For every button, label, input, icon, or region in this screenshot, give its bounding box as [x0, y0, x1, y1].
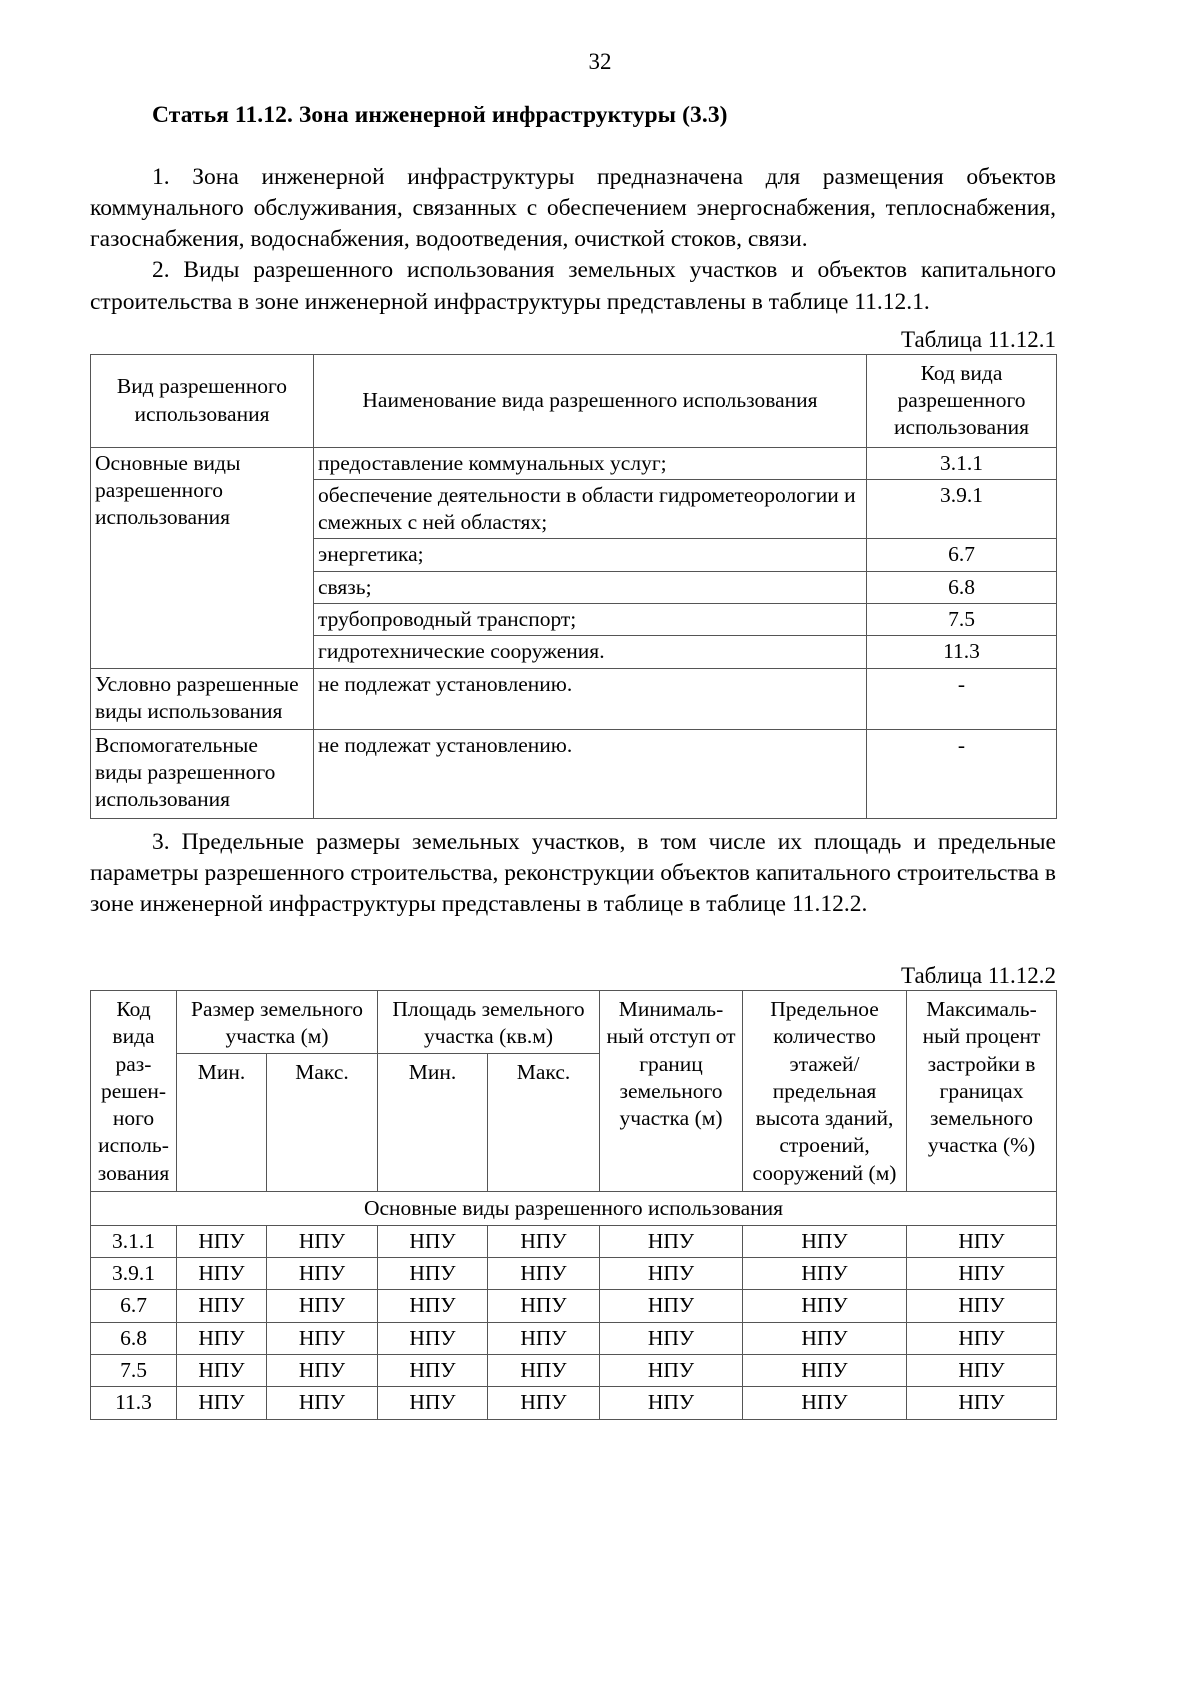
article-title: Статья 11.12. Зона инженерной инфраструктуры (3.3): [152, 102, 728, 128]
table1-use-name: связь;: [314, 571, 867, 603]
page-number: 32: [588, 49, 612, 74]
table1-use-code: 3.1.1: [867, 447, 1057, 479]
table2-header-setback: Минималь-ный отступ от границ земельного участка (м): [600, 990, 743, 1191]
table1-caption: Таблица 11.12.1: [900, 326, 1056, 352]
spacer: [90, 132, 1056, 162]
table2-code: 6.8: [91, 1322, 177, 1354]
table2-setback: НПУ: [600, 1387, 743, 1419]
table2-floors: НПУ: [743, 1387, 907, 1419]
table2-header-row-1: [91, 990, 1057, 1053]
table2-build-percent: НПУ: [907, 1290, 1057, 1322]
table2-code: 3.1.1: [91, 1225, 177, 1257]
spacer: [90, 920, 1056, 962]
table2-code: 6.7: [91, 1290, 177, 1322]
table1-use-code: 3.9.1: [867, 479, 1057, 539]
table2-floors: НПУ: [743, 1258, 907, 1290]
table2-area-min: НПУ: [378, 1225, 488, 1257]
table-row: [91, 668, 1057, 729]
table2-area-min: НПУ: [378, 1387, 488, 1419]
table2-build-percent: НПУ: [907, 1387, 1057, 1419]
spacer: [90, 819, 1056, 827]
table1-use-name: не подлежат установлению.: [314, 729, 867, 818]
table1-use-code: -: [867, 729, 1057, 818]
table2-area-max: НПУ: [488, 1322, 600, 1354]
table2-size-min: НПУ: [177, 1290, 267, 1322]
table1-use-code: 11.3: [867, 636, 1057, 668]
table2-floors: НПУ: [743, 1322, 907, 1354]
spacer: [90, 318, 1056, 326]
table2-build-percent: НПУ: [907, 1225, 1057, 1257]
table1-use-code: 6.8: [867, 571, 1057, 603]
page-content: [90, 100, 1056, 1420]
table-row: [91, 1225, 1057, 1257]
table1-use-name: трубопроводный транспорт;: [314, 604, 867, 636]
table1-use-code: -: [867, 668, 1057, 729]
table2-size-min: НПУ: [177, 1387, 267, 1419]
table-row: [91, 1322, 1057, 1354]
table2-code: 11.3: [91, 1387, 177, 1419]
table1-use-name: предоставление коммунальных услуг;: [314, 447, 867, 479]
table2-size-min: НПУ: [177, 1322, 267, 1354]
table1-use-name: обеспечение деятельности в области гидрометеорологии и смежных с ней областях;: [314, 479, 867, 539]
table2-floors: НПУ: [743, 1290, 907, 1322]
table2-band-row: [91, 1191, 1057, 1225]
table2-header-floors: Предельное количество этажей/ предельная высота зданий, строений, сооружений (м): [743, 990, 907, 1191]
table-header-row: [91, 354, 1057, 447]
table2-size-min: НПУ: [177, 1355, 267, 1387]
table1-group-label-conditional: Условно разрешенные виды использования: [91, 668, 314, 729]
table2-area-max: НПУ: [488, 1258, 600, 1290]
table2-floors: НПУ: [743, 1355, 907, 1387]
table2-band-label: Основные виды разрешенного использования: [91, 1191, 1057, 1225]
table2-size-max: НПУ: [267, 1355, 378, 1387]
table2-area-min: НПУ: [378, 1290, 488, 1322]
table2-header-area-min: Мин.: [378, 1053, 488, 1191]
table1-group-label-auxiliary: Вспомогательные виды разрешенного использования: [91, 729, 314, 818]
table2-area-min: НПУ: [378, 1322, 488, 1354]
table2-setback: НПУ: [600, 1322, 743, 1354]
permitted-use-table: [90, 354, 1057, 819]
paragraph-3: 3. Предельные размеры земельных участков, в том числе их площадь и предельные параметры разрешенного строительства, реконструкции объектов капитального строительства в зоне инженерной инфраструктуры представлены в таблице в таблице 11.12.2.: [90, 828, 1056, 918]
table1-header-col3: Код вида разрешенного использования: [867, 354, 1057, 447]
table-row: [91, 1290, 1057, 1322]
table-row: [91, 447, 1057, 479]
table2-header-size-max: Макс.: [267, 1053, 378, 1191]
table2-build-percent: НПУ: [907, 1258, 1057, 1290]
table-row: [91, 1387, 1057, 1419]
limit-parameters-table: [90, 990, 1057, 1420]
table-row: [91, 1258, 1057, 1290]
table2-size-max: НПУ: [267, 1258, 378, 1290]
table2-area-max: НПУ: [488, 1355, 600, 1387]
table2-header-code: Код вида раз-решен-ного исполь-зования: [91, 990, 177, 1191]
table2-setback: НПУ: [600, 1258, 743, 1290]
table2-header-build-percent: Максималь-ный процент застройки в границах земельного участка (%): [907, 990, 1057, 1191]
table1-use-name: энергетика;: [314, 539, 867, 571]
table2-code: 3.9.1: [91, 1258, 177, 1290]
table2-size-max: НПУ: [267, 1225, 378, 1257]
table2-size-min: НПУ: [177, 1225, 267, 1257]
paragraph-1: 1. Зона инженерной инфраструктуры предназначена для размещения объектов коммунального обслуживания, связанных с обеспечением энергоснабжения, теплоснабжения, газоснабжения, водоснабжения, водоотведения, очисткой стоков, связи.: [90, 163, 1056, 253]
table2-header-size-min: Мин.: [177, 1053, 267, 1191]
paragraph-2: 2. Виды разрешенного использования земельных участков и объектов капитального строительства в зоне инженерной инфраструктуры представлены в таблице 11.12.1.: [90, 257, 1056, 315]
table2-area-min: НПУ: [378, 1258, 488, 1290]
table1-header-col1: Вид разрешенного использования: [91, 354, 314, 447]
table2-caption: Таблица 11.12.2: [900, 963, 1056, 989]
table2-build-percent: НПУ: [907, 1322, 1057, 1354]
table2-size-min: НПУ: [177, 1258, 267, 1290]
table-row: [91, 1355, 1057, 1387]
table1-group-label-main: Основные виды разрешенного использования: [91, 447, 314, 668]
table1-use-code: 7.5: [867, 604, 1057, 636]
table2-floors: НПУ: [743, 1225, 907, 1257]
table1-use-name: гидротехнические сооружения.: [314, 636, 867, 668]
table1-use-code: 6.7: [867, 539, 1057, 571]
table2-setback: НПУ: [600, 1290, 743, 1322]
table2-size-max: НПУ: [267, 1290, 378, 1322]
table2-size-max: НПУ: [267, 1322, 378, 1354]
table2-area-min: НПУ: [378, 1355, 488, 1387]
table1-header-col2: Наименование вида разрешенного использования: [314, 354, 867, 447]
table1-use-name: не подлежат установлению.: [314, 668, 867, 729]
table2-header-area-group: Площадь земельного участка (кв.м): [378, 990, 600, 1053]
table2-header-area-max: Макс.: [488, 1053, 600, 1191]
table2-setback: НПУ: [600, 1225, 743, 1257]
table-row: [91, 729, 1057, 818]
table2-code: 7.5: [91, 1355, 177, 1387]
table2-area-max: НПУ: [488, 1290, 600, 1322]
table2-area-max: НПУ: [488, 1387, 600, 1419]
table2-setback: НПУ: [600, 1355, 743, 1387]
table2-size-max: НПУ: [267, 1387, 378, 1419]
table2-area-max: НПУ: [488, 1225, 600, 1257]
table2-header-size-group: Размер земельного участка (м): [177, 990, 378, 1053]
table2-build-percent: НПУ: [907, 1355, 1057, 1387]
